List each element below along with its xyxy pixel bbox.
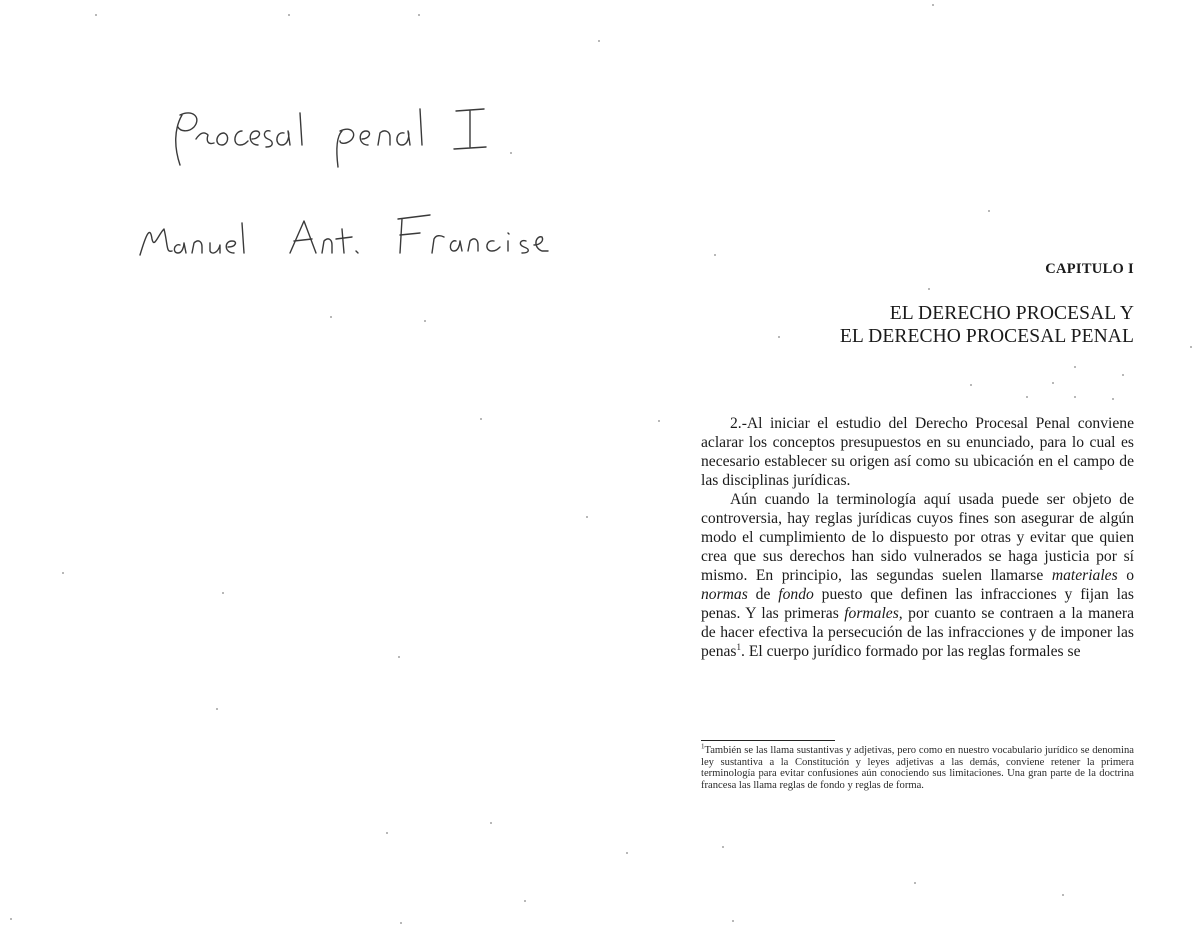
scan-speck <box>988 210 990 212</box>
scan-speck <box>732 920 734 922</box>
italic-term: materiales <box>1051 567 1118 584</box>
scan-speck <box>222 592 224 594</box>
scan-speck <box>418 14 420 16</box>
scan-speck <box>928 288 930 290</box>
body-text <box>701 414 1134 661</box>
scan-speck <box>330 316 332 318</box>
scan-speck <box>216 708 218 710</box>
handwriting-line-1 <box>176 109 486 167</box>
scan-speck <box>524 900 526 902</box>
right-page <box>600 0 1200 927</box>
paragraph-2-text: Aún cuando la terminología aquí usada puede ser objeto de controversia, hay reglas jurídicas cuyos fines son asegurar de algún modo el cumplimiento de lo dispuesto por otras y evitar que quien crea que sus derechos han sido vulnerados se haga justicia por sí mismo. En principio, las segundas suelen llamarse <box>701 491 1134 584</box>
scan-speck <box>714 254 716 256</box>
italic-term: normas <box>701 586 748 603</box>
chapter-title <box>840 302 1134 348</box>
scan-speck <box>386 832 388 834</box>
scan-speck <box>778 336 780 338</box>
scan-speck <box>480 418 482 420</box>
scan-speck <box>95 14 97 16</box>
scan-speck <box>722 846 724 848</box>
scan-speck <box>586 516 588 518</box>
footnote-reference[interactable]: 1 <box>736 641 742 652</box>
scan-speck <box>1112 398 1114 400</box>
scan-speck <box>490 822 492 824</box>
paragraph-2-text: o <box>1117 567 1134 584</box>
italic-term: formales, <box>844 605 903 622</box>
scan-speck <box>1122 374 1124 376</box>
scan-speck <box>658 420 660 422</box>
scan-speck <box>914 882 916 884</box>
scan-speck <box>1026 396 1028 398</box>
scan-speck <box>1074 396 1076 398</box>
handwriting-line-2 <box>140 215 548 255</box>
scan-speck <box>1052 382 1054 384</box>
paragraph-2-text: por cuanto se contraen a la manera de hacer efectiva la persecución de las infracciones y de imponer las penas <box>701 605 1134 660</box>
footnote-marker: 1 <box>701 742 705 751</box>
scan-speck <box>510 152 512 154</box>
handwriting-signature <box>130 95 570 285</box>
handwritten-annotation <box>130 95 570 285</box>
footnote-divider <box>701 740 835 741</box>
chapter-label: CAPITULO I <box>1045 261 1134 277</box>
scan-speck <box>932 4 934 6</box>
footnote <box>701 742 1134 791</box>
paragraph-2-text: puesto que definen las infracciones y fijan las penas. Y las primeras <box>701 586 1134 622</box>
paragraph-2-text: . El cuerpo jurídico formado por las reglas formales se <box>741 643 1081 660</box>
scan-speck <box>288 14 290 16</box>
paragraph-2-text: de <box>747 586 779 603</box>
paragraph-1: 2.-Al iniciar el estudio del Derecho Procesal Penal conviene aclarar los conceptos presupuestos en su enunciado, para lo cual es necesario establecer su origen así como su ubicación en el campo de las disciplinas jurídicas. <box>701 415 1134 489</box>
italic-term: fondo <box>778 586 814 603</box>
scan-speck <box>400 922 402 924</box>
scan-speck <box>1190 346 1192 348</box>
footnote-text: También se las llama sustantivas y adjetivas, pero como en nuestro vocabulario jurídico se denomina ley sustantiva a la Constitución y leyes adjetivas a las demás, conviene retener la primera terminología para evitar confusiones aún conociendo sus limitaciones. Una gran parte de la doctrina francesa las llama reglas de fondo y reglas de forma. <box>701 745 1134 791</box>
scan-speck <box>1062 894 1064 896</box>
scan-speck <box>970 384 972 386</box>
scan-speck <box>1074 366 1076 368</box>
chapter-title-line-2: EL DERECHO PROCESAL PENAL <box>839 326 1134 347</box>
scan-speck <box>62 572 64 574</box>
scan-speck <box>398 656 400 658</box>
chapter-title-line-1: EL DERECHO PROCESAL Y <box>889 303 1134 324</box>
scan-speck <box>10 918 12 920</box>
paragraph-2 <box>701 490 1134 661</box>
scan-speck <box>424 320 426 322</box>
